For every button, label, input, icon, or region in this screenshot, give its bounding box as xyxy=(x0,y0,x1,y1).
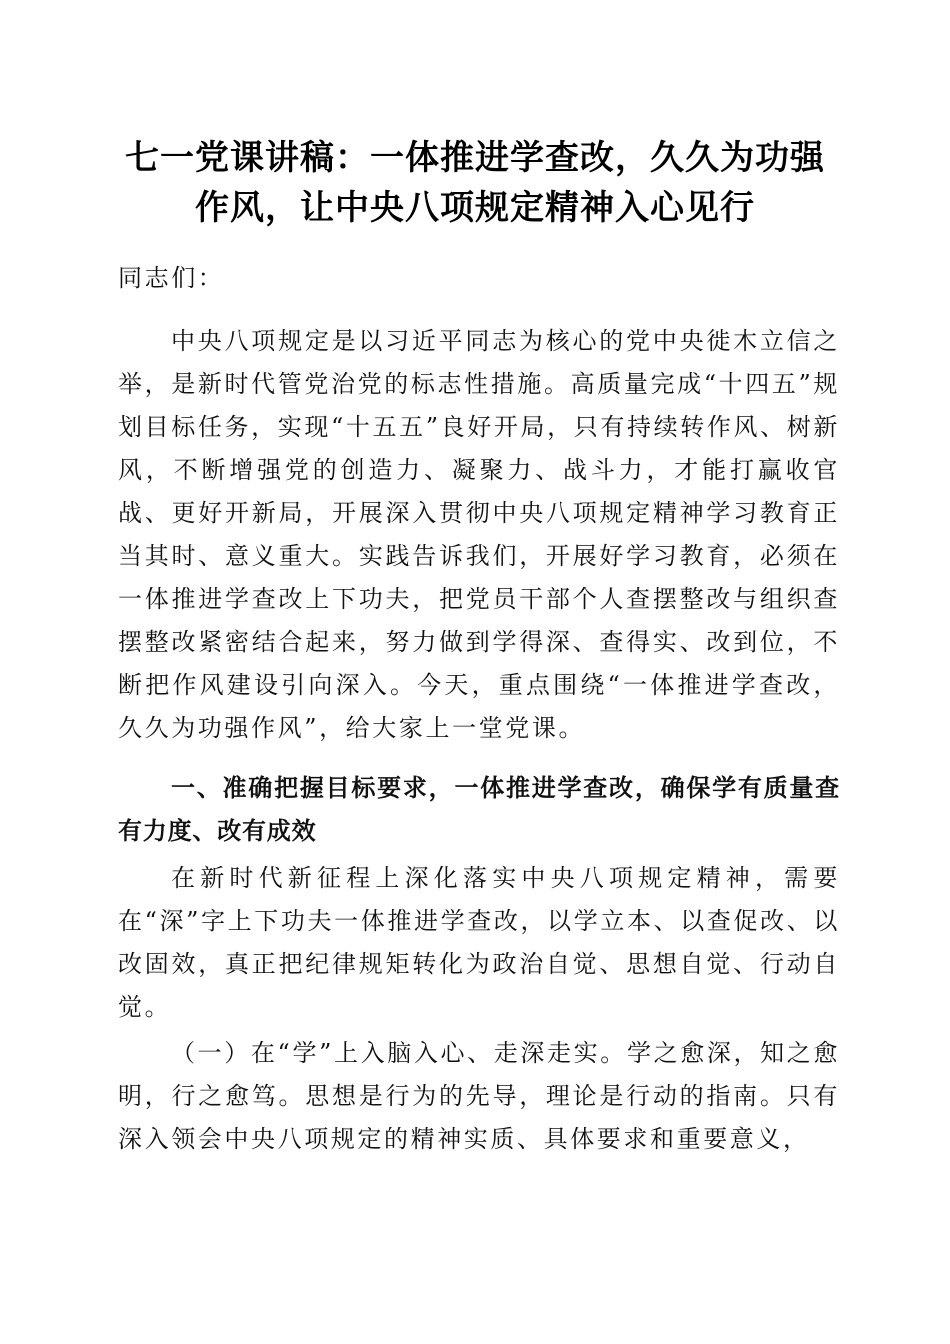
document-title-line-2: 作风，让中央八项规定精神入心见行 xyxy=(195,188,755,228)
subsection-heading-1: （一）在“学”上入脑入心、走深走实。 xyxy=(171,1039,627,1067)
document-title-line-1: 七一党课讲稿：一体推进学查改，久久为功强 xyxy=(125,138,825,178)
subsection-1-text: 学之愈深，知之愈明，行之愈笃。思想是行为的先导，理论是行动的指南。只有深入领会中央八项规定的精神实质、具体要求和重要意义， xyxy=(118,1039,840,1153)
paragraph-subsection-1 xyxy=(118,1032,840,1161)
paragraph-intro: 中央八项规定是以习近平同志为核心的党中央徙木立信之举，是新时代管党治党的标志性措施。高质量完成“十四五”规划目标任务，实现“十五五”良好开局，只有持续转作风、树新风，不断增强党的创造力、凝聚力、战斗力，才能打赢收官战、更好开新局，开展深入贯彻中央八项规定精神学习教育正当其时、意义重大。实践告诉我们，开展好学习教育，必须在一体推进学查改上下功夫，把党员干部个人查摆整改与组织查摆整改紧密结合起来，努力做到学得深、查得实、改到位，不断把作风建设引向深入。今天，重点围绕“一体推进学查改，久久为功强作风”，给大家上一堂党课。 xyxy=(118,327,840,742)
section-heading-1: 一、准确把握目标要求，一体推进学查改，确保学有质量查有力度、改有成效 xyxy=(118,774,840,845)
greeting: 同志们： xyxy=(118,264,225,292)
paragraph-section-1: 在新时代新征程上深化落实中央八项规定精神，需要在“深”字上下功夫一体推进学查改，以学立本、以查促改、以改固效，真正把纪律规矩转化为政治自觉、思想自觉、行动自觉。 xyxy=(118,864,840,1021)
